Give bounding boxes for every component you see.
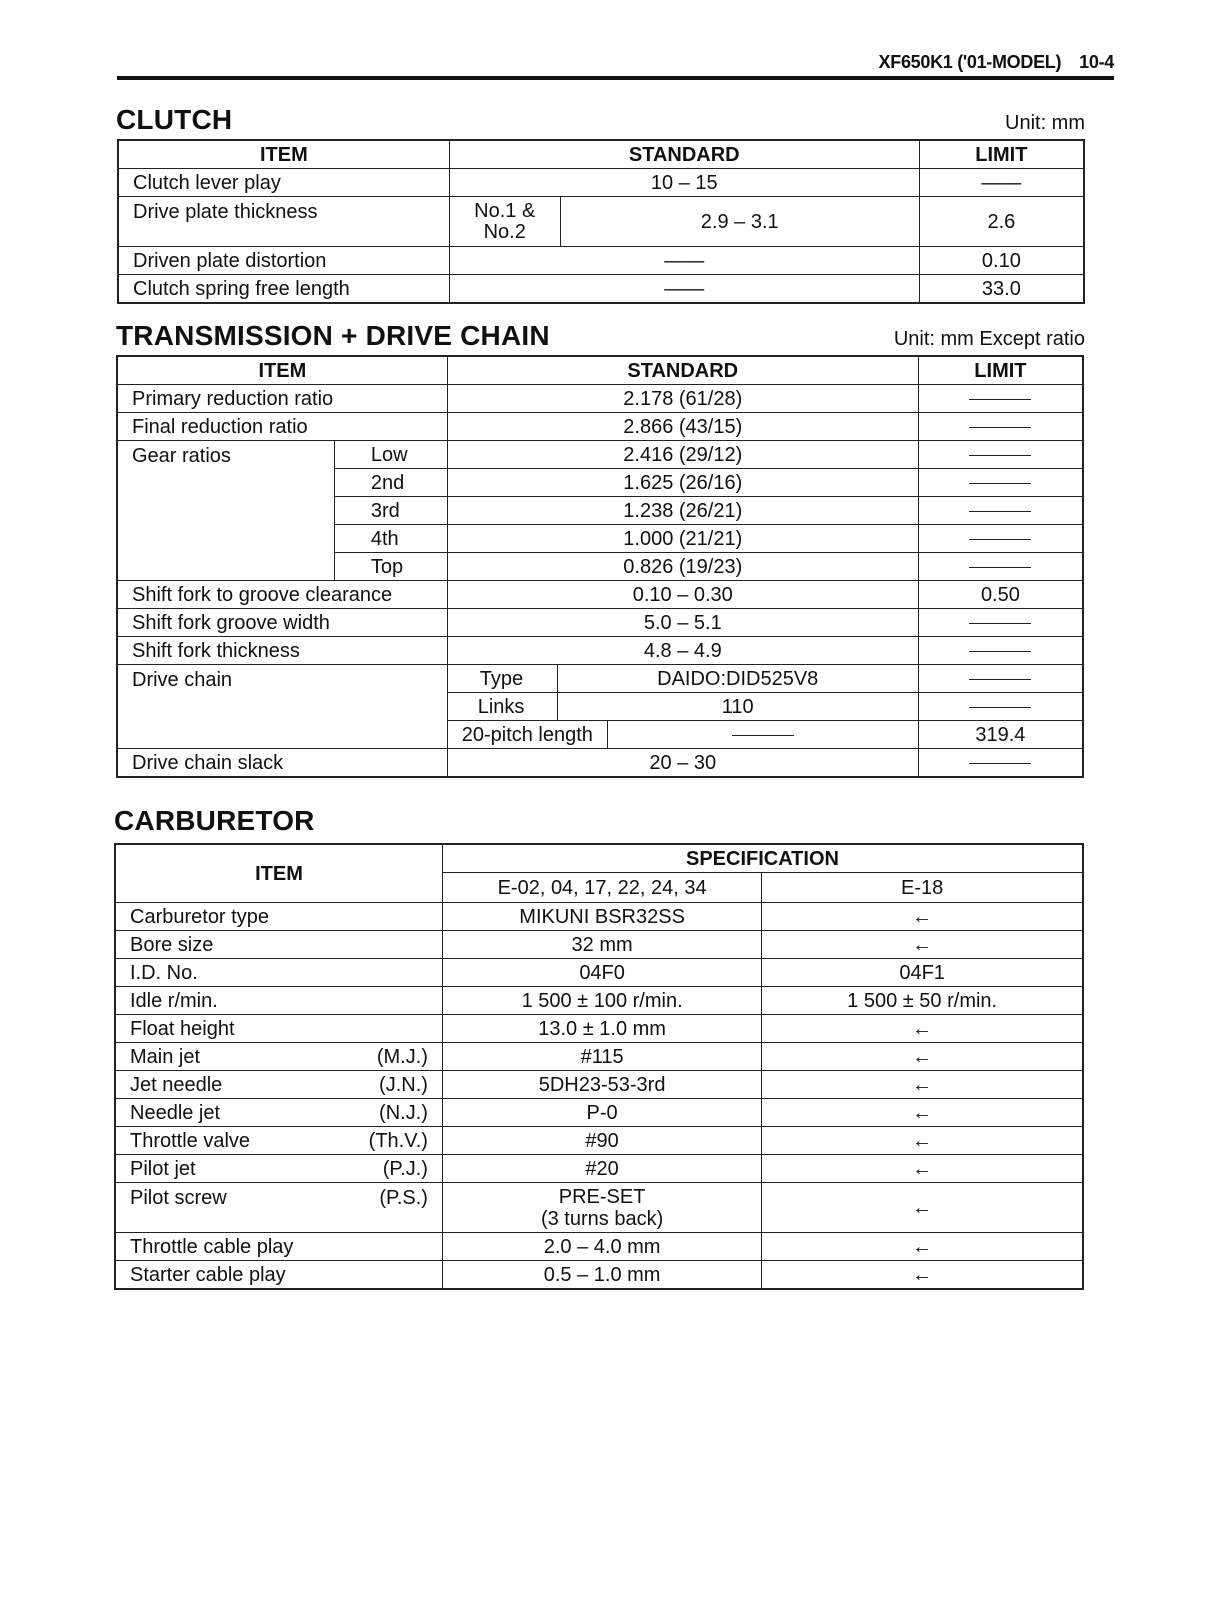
standard-cell: 10 – 15 — [449, 169, 919, 197]
standard-cell: 1.625 (26/16) — [447, 469, 918, 497]
item-name: Carburetor type — [130, 905, 269, 928]
spec-col1-header: E-02, 04, 17, 22, 24, 34 — [442, 873, 761, 903]
standard-cell: 0.10 – 0.30 — [447, 581, 918, 609]
standard-header: STANDARD — [449, 140, 919, 169]
gear-name: 2nd — [334, 469, 447, 497]
item-cell: Shift fork groove width — [117, 609, 447, 637]
limit-header: LIMIT — [919, 140, 1084, 169]
item-cell — [115, 1183, 442, 1233]
transmission-title: TRANSMISSION + DRIVE CHAIN — [116, 320, 550, 351]
table-header-row — [118, 140, 1084, 169]
clutch-unit: Unit: mm — [1005, 112, 1085, 134]
gear-ratios-label: Gear ratios — [117, 441, 334, 581]
carburetor-table — [114, 843, 1084, 1290]
spec-value-1: 04F0 — [442, 959, 761, 987]
transmission-unit: Unit: mm Except ratio — [893, 328, 1085, 350]
transmission-table — [116, 355, 1084, 778]
item-name: Idle r/min. — [130, 989, 218, 1012]
table-row — [115, 1071, 1083, 1099]
item-header: ITEM — [117, 356, 447, 385]
item-abbr: (M.J.) — [376, 1045, 428, 1068]
item-cell: Drive chain slack — [117, 749, 447, 778]
table-row — [118, 275, 1084, 304]
spec-value-2: 1 500 ± 50 r/min. — [762, 987, 1083, 1015]
table-row — [117, 609, 1083, 637]
spec-value-2: ← — [762, 1233, 1083, 1261]
item-cell — [115, 987, 442, 1015]
standard-cell: 20 – 30 — [447, 749, 918, 778]
standard-cell: 2.866 (43/15) — [447, 413, 918, 441]
item-name: Needle jet — [130, 1101, 221, 1124]
limit-cell — [918, 385, 1083, 413]
table-row — [117, 385, 1083, 413]
table-row — [117, 581, 1083, 609]
table-row — [115, 1127, 1083, 1155]
clutch-table — [117, 139, 1085, 304]
spec-value-1 — [442, 1183, 761, 1233]
gear-name: 3rd — [334, 497, 447, 525]
table-row — [117, 665, 1083, 693]
drive-chain-label: Drive chain — [117, 665, 447, 749]
limit-cell — [918, 637, 1083, 665]
table-header-row — [117, 356, 1083, 385]
table-header-row — [115, 844, 1083, 873]
carburetor-title: CARBURETOR — [114, 805, 315, 836]
item-cell: Shift fork to groove clearance — [117, 581, 447, 609]
chain-links-value: 110 — [557, 693, 918, 721]
table-row — [115, 959, 1083, 987]
dash-mark — [969, 427, 1031, 428]
table-row — [117, 637, 1083, 665]
limit-cell: 2.6 — [919, 197, 1084, 247]
item-cell — [115, 931, 442, 959]
clutch-title: CLUTCH — [116, 104, 233, 135]
item-cell: Drive plate thickness — [118, 197, 449, 247]
pilot-screw-line1: PRE-SET — [558, 1185, 646, 1208]
item-cell — [115, 1015, 442, 1043]
spec-value-2: ← — [762, 1127, 1083, 1155]
dash-mark — [969, 567, 1031, 568]
chain-type-value: DAIDO:DID525V8 — [557, 665, 918, 693]
spec-value-1: #90 — [442, 1127, 761, 1155]
table-row — [115, 1183, 1083, 1233]
item-cell — [115, 959, 442, 987]
limit-cell — [918, 413, 1083, 441]
item-cell: Shift fork thickness — [117, 637, 447, 665]
dash-mark — [969, 651, 1031, 652]
page-header — [117, 50, 1114, 80]
standard-cell: 2.416 (29/12) — [447, 441, 918, 469]
limit-cell: 319.4 — [918, 721, 1083, 749]
chain-pitch-label: 20-pitch length — [447, 721, 608, 749]
spec-value-1: P-0 — [442, 1099, 761, 1127]
item-name: I.D. No. — [130, 961, 198, 984]
dash-mark — [969, 483, 1031, 484]
spec-value-1: 5DH23-53-3rd — [442, 1071, 761, 1099]
item-name: Bore size — [130, 933, 214, 956]
item-header: ITEM — [118, 140, 449, 169]
dash-mark — [969, 511, 1031, 512]
spec-value-1: #20 — [442, 1155, 761, 1183]
dash-mark — [969, 399, 1031, 400]
gear-name: 4th — [334, 525, 447, 553]
dash-mark — [969, 679, 1031, 680]
item-name: Pilot screw — [130, 1187, 227, 1209]
item-cell — [115, 1155, 442, 1183]
spec-value-2: ← — [762, 931, 1083, 959]
table-row — [118, 247, 1084, 275]
limit-cell — [918, 469, 1083, 497]
item-cell: Final reduction ratio — [117, 413, 447, 441]
table-row — [115, 987, 1083, 1015]
standard-cell: —— — [449, 247, 919, 275]
spec-value-2: ← — [762, 1015, 1083, 1043]
page-number: 10-4 — [1079, 52, 1114, 72]
spec-value-2: ← — [762, 1155, 1083, 1183]
spec-value-1: 13.0 ± 1.0 mm — [442, 1015, 761, 1043]
spec-value-1: 1 500 ± 100 r/min. — [442, 987, 761, 1015]
spec-value-2: 04F1 — [762, 959, 1083, 987]
limit-cell — [918, 497, 1083, 525]
standard-cell: 0.826 (19/23) — [447, 553, 918, 581]
limit-cell — [918, 693, 1083, 721]
standard-cell — [608, 721, 918, 749]
standard-cell: —— — [449, 275, 919, 304]
limit-header: LIMIT — [918, 356, 1083, 385]
table-row — [115, 931, 1083, 959]
standard-cell: 5.0 – 5.1 — [447, 609, 918, 637]
dash-mark — [969, 763, 1031, 764]
item-cell — [115, 903, 442, 931]
limit-cell: —— — [919, 169, 1084, 197]
item-cell: Starter cable play — [115, 1261, 442, 1290]
limit-cell — [918, 665, 1083, 693]
item-cell: Primary reduction ratio — [117, 385, 447, 413]
gear-name: Low — [334, 441, 447, 469]
item-header: ITEM — [115, 844, 442, 903]
spec-value-2: ← — [762, 1183, 1083, 1233]
dash-mark — [969, 539, 1031, 540]
standard-cell: 1.238 (26/21) — [447, 497, 918, 525]
item-cell: Clutch lever play — [118, 169, 449, 197]
carburetor-body — [115, 903, 1083, 1290]
limit-cell: 0.50 — [918, 581, 1083, 609]
pilot-screw-line2: (3 turns back) — [540, 1207, 664, 1230]
spec-value-2: ← — [762, 1099, 1083, 1127]
standard-header: STANDARD — [447, 356, 918, 385]
item-cell — [115, 1099, 442, 1127]
spec-value-1: MIKUNI BSR32SS — [442, 903, 761, 931]
item-cell — [115, 1127, 442, 1155]
standard-cell: 2.9 – 3.1 — [560, 197, 919, 247]
table-row — [118, 197, 1084, 247]
table-row — [115, 1099, 1083, 1127]
spec-col2-header: E-18 — [762, 873, 1083, 903]
item-abbr: (Th.V.) — [368, 1129, 428, 1152]
header-text — [861, 52, 1114, 73]
chain-links-label: Links — [447, 693, 557, 721]
standard-cell: 1.000 (21/21) — [447, 525, 918, 553]
spec-value-2: ← — [762, 1261, 1083, 1290]
limit-cell: 0.10 — [919, 247, 1084, 275]
item-cell: Driven plate distortion — [118, 247, 449, 275]
item-name: Throttle valve — [130, 1129, 251, 1152]
specification-header: SPECIFICATION — [442, 844, 1083, 873]
item-cell: Clutch spring free length — [118, 275, 449, 304]
spec-value-2: ← — [762, 1071, 1083, 1099]
item-abbr: (J.N.) — [379, 1073, 428, 1096]
limit-cell: 33.0 — [919, 275, 1084, 304]
item-name: Float height — [130, 1017, 235, 1040]
limit-cell — [918, 749, 1083, 778]
standard-cell: 4.8 – 4.9 — [447, 637, 918, 665]
item-name: Main jet — [130, 1045, 201, 1068]
table-row — [115, 903, 1083, 931]
table-row — [117, 413, 1083, 441]
chain-type-label: Type — [447, 665, 557, 693]
plate-number-cell — [449, 197, 560, 247]
spec-value-2: ← — [762, 1043, 1083, 1071]
table-row — [115, 1155, 1083, 1183]
item-cell: Throttle cable play — [115, 1233, 442, 1261]
gear-name: Top — [334, 553, 447, 581]
standard-cell: 2.178 (61/28) — [447, 385, 918, 413]
item-abbr: (P.J.) — [382, 1157, 428, 1180]
model-label: XF650K1 ('01-MODEL) — [878, 52, 1062, 72]
table-row — [118, 169, 1084, 197]
item-abbr: (N.J.) — [379, 1101, 428, 1124]
dash-mark — [969, 707, 1031, 708]
table-row — [115, 1261, 1083, 1290]
item-cell — [115, 1043, 442, 1071]
spec-value-1: 32 mm — [442, 931, 761, 959]
dash-mark — [969, 455, 1031, 456]
item-name: Jet needle — [130, 1073, 223, 1096]
limit-cell — [918, 553, 1083, 581]
spec-value-2: ← — [762, 903, 1083, 931]
spec-value-1: 2.0 – 4.0 mm — [442, 1233, 761, 1261]
dash-mark — [732, 735, 794, 736]
spec-value-1: 0.5 – 1.0 mm — [442, 1261, 761, 1290]
limit-cell — [918, 441, 1083, 469]
table-row — [115, 1233, 1083, 1261]
item-abbr: (P.S.) — [379, 1187, 428, 1209]
plate-number-line1: No.1 & — [474, 199, 536, 222]
spec-value-1: #115 — [442, 1043, 761, 1071]
table-row — [117, 749, 1083, 778]
limit-cell — [918, 609, 1083, 637]
table-row — [115, 1015, 1083, 1043]
limit-cell — [918, 525, 1083, 553]
table-row — [115, 1043, 1083, 1071]
dash-mark — [969, 623, 1031, 624]
plate-number-line2: No.2 — [483, 220, 526, 243]
item-name: Pilot jet — [130, 1157, 196, 1180]
item-cell — [115, 1071, 442, 1099]
table-row — [117, 441, 1083, 469]
